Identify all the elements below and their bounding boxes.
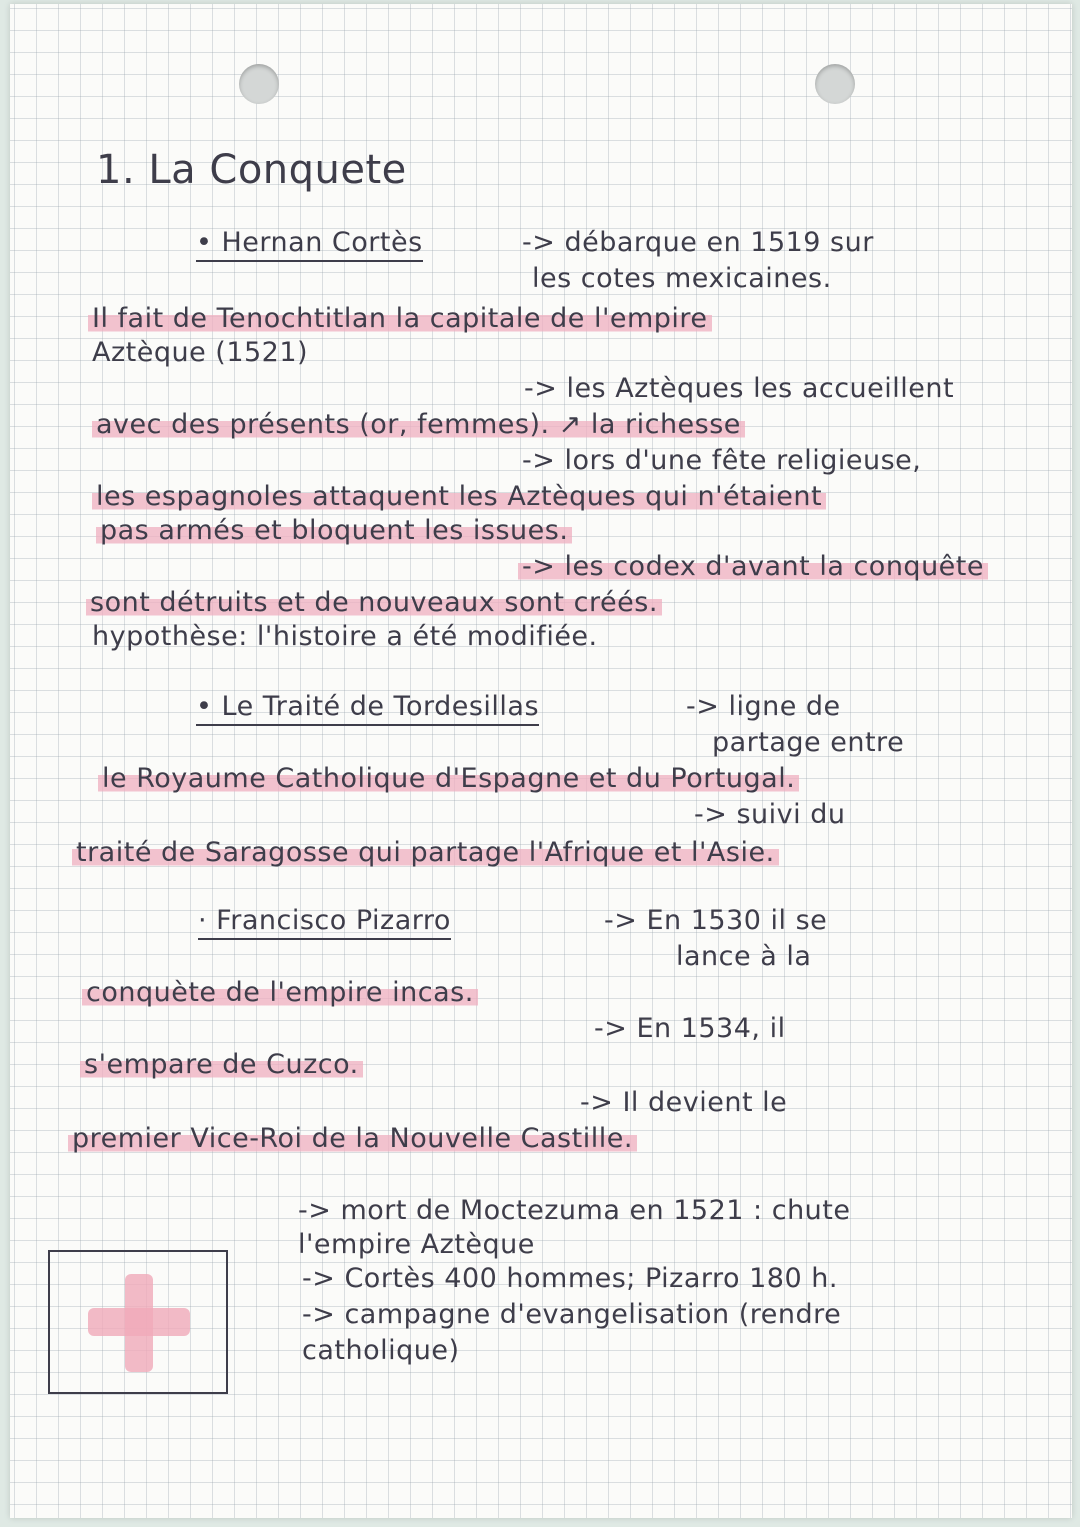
- note-line: -> suivi du: [694, 799, 846, 830]
- note-line: l'empire Aztèque: [298, 1229, 535, 1260]
- note-line: -> les Aztèques les accueillent: [524, 373, 955, 404]
- note-line: lance à la: [676, 941, 812, 972]
- note-line: les espagnoles attaquent les Aztèques qui n'étaient: [92, 480, 826, 514]
- punch-hole: [815, 64, 855, 104]
- section-heading-traite: • Le Traité de Tordesillas: [196, 690, 539, 724]
- note-line: traité de Saragosse qui partage l'Afrique et l'Asie.: [72, 836, 779, 870]
- note-line: -> débarque en 1519 sur: [522, 227, 874, 258]
- note-line: -> En 1530 il se: [604, 905, 828, 936]
- note-line: -> ligne de: [686, 691, 841, 722]
- note-line: le Royaume Catholique d'Espagne et du Portugal.: [98, 762, 799, 796]
- note-line: -> campagne d'evangelisation (rendre: [302, 1299, 842, 1330]
- note-line: les cotes mexicaines.: [532, 263, 832, 294]
- note-line: -> les codex d'avant la conquête: [518, 550, 988, 584]
- note-line: -> Cortès 400 hommes; Pizarro 180 h.: [302, 1263, 838, 1294]
- note-line: Aztèque (1521): [92, 337, 309, 368]
- note-line: premier Vice-Roi de la Nouvelle Castille.: [68, 1122, 637, 1156]
- note-line: s'empare de Cuzco.: [80, 1048, 363, 1082]
- note-line: -> Il devient le: [580, 1087, 788, 1118]
- section-heading-pizarro: · Francisco Pizarro: [198, 904, 451, 938]
- note-line: catholique): [302, 1335, 460, 1366]
- cross-icon-bar: [88, 1308, 190, 1336]
- note-line: pas armés et bloquent les issues.: [96, 514, 572, 548]
- cross-box: [48, 1250, 228, 1394]
- note-line: Il fait de Tenochtitlan la capitale de l'empire: [88, 302, 712, 336]
- note-line: avec des présents (or, femmes). ↗ la richesse: [92, 408, 745, 442]
- note-line: partage entre: [712, 727, 905, 758]
- note-line: -> En 1534, il: [594, 1013, 786, 1044]
- note-line: hypothèse: l'histoire a été modifiée.: [92, 621, 598, 652]
- punch-hole: [239, 64, 279, 104]
- note-line: -> lors d'une fête religieuse,: [522, 445, 922, 476]
- note-line: sont détruits et de nouveaux sont créés.: [86, 586, 662, 620]
- note-line: conquète de l'empire incas.: [82, 976, 478, 1010]
- page-title: 1. La Conquete: [96, 147, 407, 193]
- section-heading-cortes: • Hernan Cortès: [196, 226, 423, 260]
- note-line: -> mort de Moctezuma en 1521 : chute: [298, 1195, 851, 1226]
